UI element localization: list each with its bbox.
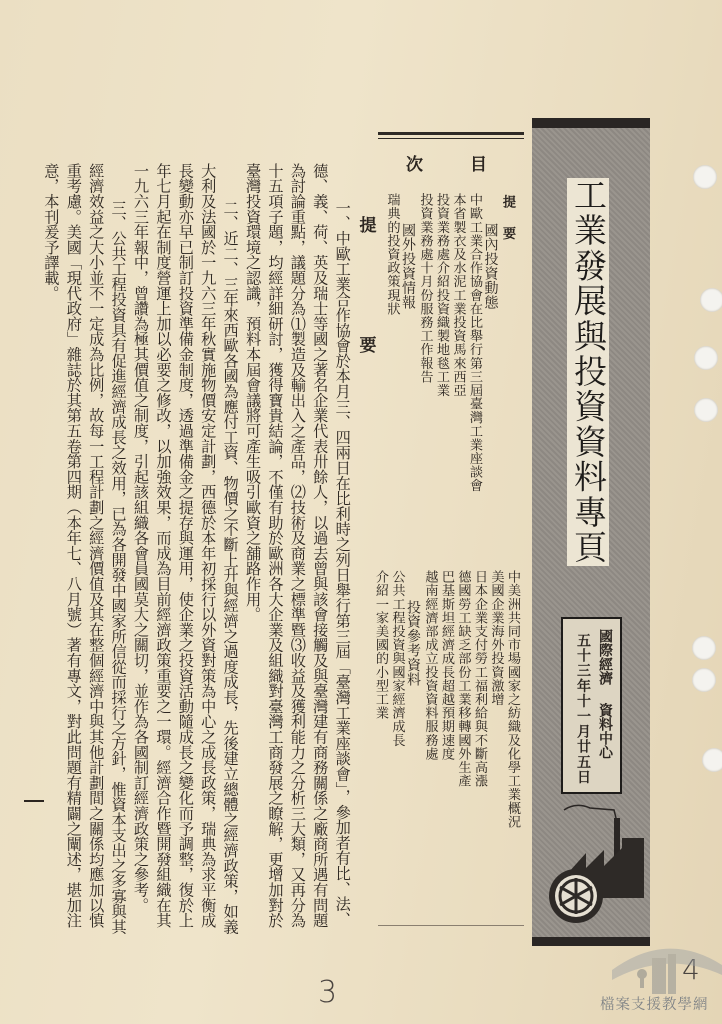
- toc-list-bottom: [372, 570, 521, 828]
- date-box: [561, 617, 622, 794]
- handwritten-number: 4: [682, 953, 700, 986]
- body-line: 年七月起在制度營運上加以必要之修改，以加強效果，而成為目前經濟政策重要之一環。經濟合作暨開發組織在其: [154, 163, 173, 928]
- org-name-part: 資料中心: [597, 703, 613, 759]
- toc-section-summary[interactable]: 提要: [500, 195, 515, 258]
- body-line: 二、近二、三年來西歐各國為應付工資、物價之不斷上升與經濟之過度成長，先後建立總體之經濟政策，如義: [221, 200, 240, 935]
- body-line: 一、中歐工業合作協會於本月三、四兩日在比利時之列日舉行第三屆「臺灣工業座談會」，參加者有比、法、: [333, 200, 352, 927]
- toc-item[interactable]: 介紹一家美國的小型工業: [373, 570, 388, 720]
- summary-heading: [358, 216, 378, 356]
- punch-hole: [700, 288, 722, 312]
- toc-item[interactable]: 日本企業支付勞工福利給與不斷高漲: [472, 570, 487, 788]
- toc-item[interactable]: 中美洲共同市場國家之紡織及化學工業概況: [505, 570, 520, 829]
- body-line: 經濟效益之大小並不一定成為比例，故每一工程計劃之經濟價值及其在整個經濟中與其他計劃間之關係均應加以慎: [87, 163, 106, 928]
- punch-hole: [694, 398, 718, 422]
- watermark-text: 檔案支援教學網: [600, 997, 709, 1013]
- body-line: 大利及法國於一九六三年秋實施物價安定計劃，西德於本年初採行以外資對策為中心之成長政策，瑞典為求平衡成: [199, 163, 218, 928]
- toc-top-rule-thin: [378, 138, 524, 139]
- toc-category[interactable]: 國外投資情報: [400, 223, 416, 310]
- toc-category[interactable]: 國內投資動態: [482, 223, 499, 310]
- toc-title-char: 目: [470, 155, 487, 175]
- punch-hole: [692, 636, 716, 660]
- body-line: 臺灣投資環境之認識，預料本屆會議將可產生吸引歐資之舖路作用。: [244, 163, 263, 622]
- toc-item[interactable]: 投資業務處介紹投資織製地毯工業: [434, 193, 449, 397]
- section-banner: [532, 118, 650, 946]
- org-name-part: 國際經濟: [597, 629, 613, 685]
- toc-title-char: 次: [406, 155, 423, 175]
- body-line: 長變動亦早已制訂投資準備金制度，透過準備金之提存與運用，使企業之投資活動隨成長之變化而予調整，復於上: [176, 163, 195, 928]
- toc-item[interactable]: 越南經濟部成立投資資料服務處: [422, 570, 438, 761]
- date-box-organization: [596, 629, 614, 759]
- punch-hole: [702, 748, 722, 772]
- toc-item[interactable]: 本省製衣及水泥工業投資馬來西亞: [450, 193, 466, 397]
- toc-item[interactable]: 投資業務處十月份服務工作報告: [417, 193, 433, 384]
- body-line: 十五項子題，均經詳細研討，獲得寶貴結論，不僅有助於歐洲各大企業及組織對臺灣工商發展之瞭解，更增加對於: [266, 163, 285, 928]
- toc-item[interactable]: 德國勞工缺乏部份工業移轉國外生產: [455, 570, 471, 788]
- summary-body: [40, 163, 354, 953]
- summary-heading-char: 要: [359, 336, 377, 356]
- toc-item[interactable]: 美國企業海外投資激增: [488, 570, 504, 706]
- toc-list-top: [383, 193, 515, 492]
- toc-bottom-rule: [378, 925, 524, 926]
- body-line: 重考慮。美國「現代政府」雜誌於其第五卷第四期（本年七、八月號）著有專文，對此問題有精闢之闡述，堪加注: [64, 163, 83, 928]
- issue-date: 五十三年十一月廿五日: [575, 633, 591, 785]
- handwritten-number: 3: [318, 975, 338, 1010]
- toc-item[interactable]: 瑞典的投資政策現狀: [384, 193, 400, 316]
- punch-hole: [692, 668, 716, 692]
- body-line: 德、義、荷、英及瑞士等國之著名企業代表卅餘人，以過去曾與該會接觸及與臺灣建有商務關係之廠商所遇有問題: [311, 163, 330, 928]
- banner-top-bar: [532, 118, 650, 128]
- body-line: 意，本刊爰予譯載。: [42, 163, 61, 301]
- banner-title: 工業發展與投資資料專頁: [569, 178, 608, 566]
- body-line: 一九六三年報中，曾讚為極其價值之制度，引起該組織各會員國莫大之關切，並作為各國制訂經濟政策之參考。: [132, 163, 151, 913]
- punch-hole: [693, 165, 717, 189]
- factory-gear-icon: [546, 798, 646, 933]
- page-number: [24, 800, 44, 802]
- body-line: 為討論重點，議題分為⑴製造及輸出入之產品，⑵技術及商業之標準暨⑶收益及獲利能力之分析三大類，又再分為: [288, 163, 307, 928]
- punch-hole: [694, 346, 718, 370]
- toc-item[interactable]: 中歐工業合作協會在比舉行第三屆臺灣工業座談會: [467, 193, 482, 493]
- toc-category[interactable]: 投資參考資料: [405, 600, 421, 687]
- archive-logo-icon: [612, 940, 722, 995]
- toc-item[interactable]: 公共工程投資與國家經濟成長: [389, 570, 405, 747]
- body-line: 三、公共工程投資具有促進經濟成長之效用，已為各開發中國家所信從而採行之方針，惟資本支出之多寡與其: [109, 200, 128, 935]
- smoke-line: [564, 805, 616, 818]
- summary-heading-char: 提: [359, 216, 377, 236]
- toc-top-rule: [378, 132, 524, 135]
- toc-item[interactable]: 巴基斯坦經濟成長超越預期速度: [439, 570, 454, 761]
